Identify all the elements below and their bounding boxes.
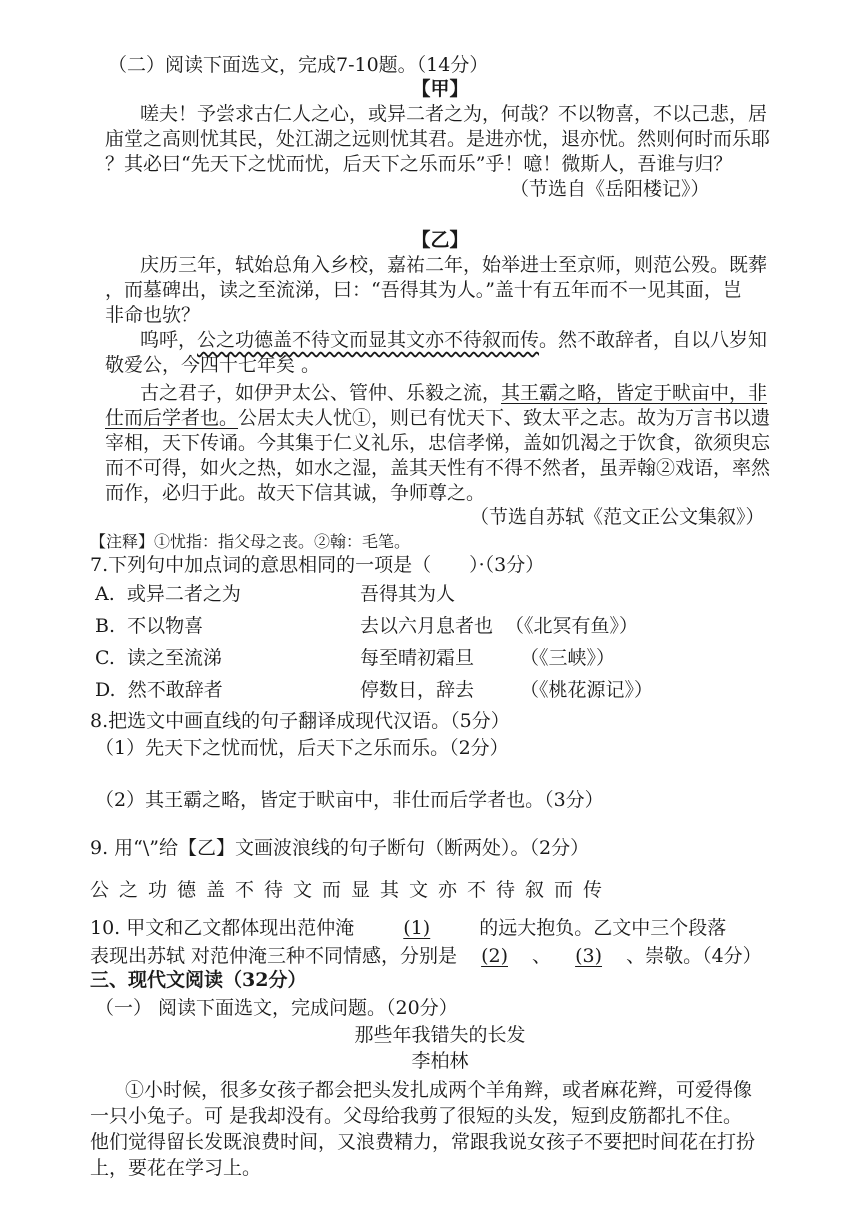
- passage-yi-p3-line-3: 宰相，天下传诵。今其集于仁义礼乐，忠信孝悌，盖如饥渴之于饮食，欲须臾忘: [105, 432, 771, 454]
- q10-text-c: 表现出苏轼 对范仲淹三种不同情感，分别是: [90, 945, 458, 967]
- q7-option-c-right: 每至晴初霜旦: [360, 647, 475, 669]
- question-8-stem: 8.把选文中画直线的句子翻译成现代汉语。（5分）: [90, 710, 510, 732]
- essay-author: 李柏林: [411, 1050, 469, 1072]
- option-letter: B.: [95, 615, 116, 637]
- underlined-sentence-part-1: 其王霸之略，皆定于畎亩中，非: [501, 382, 768, 404]
- q10-text-b: 的远大抱负。乙文中三个段落: [479, 917, 727, 939]
- option-letter: D.: [95, 679, 116, 701]
- option-letter: C.: [95, 647, 115, 669]
- question-8-sub-1: （1）先天下之忧而忧，后天下之乐而乐。（2分）: [95, 737, 509, 759]
- q7-option-c-source: （《三峡》）: [520, 647, 616, 669]
- underlined-sentence-part-2: 仕而后学者也。: [105, 407, 239, 429]
- question-8-sub-2: （2）其王霸之略，皆定于畎亩中，非仕而后学者也。（3分）: [95, 789, 604, 811]
- passage-yi-p3-line-4: 而不可得，如火之热，如水之湿，盖其天性有不得不然者，虽弄翰②戏语，率然: [105, 457, 771, 479]
- essay-line-2: 一只小兔子。可 是我却没有。父母给我剪了很短的头发，短到皮筋都扎不住。: [90, 1105, 743, 1127]
- q7-option-c-left: [95, 643, 222, 673]
- p3-lead: 古之君子，如伊尹太公、管仲、乐毅之流，: [140, 382, 502, 404]
- q7-option-b-source: （《北冥有鱼》）: [505, 615, 639, 637]
- answer-blank-1[interactable]: (1): [403, 917, 431, 939]
- option-phrase: 读之至流涕: [127, 647, 223, 669]
- essay-title: 那些年我错失的长发: [354, 1024, 526, 1046]
- section-3-header: 三、现代文阅读（32分）: [90, 969, 307, 991]
- q10-text-a: 10. 甲文和乙文都体现出范仲淹: [90, 917, 355, 939]
- question-7-stem: 7.下列句中加点词的意思相同的一项是（ ）·（3分）: [90, 554, 545, 576]
- q7-option-d-right: 停数日，辞去: [360, 679, 475, 701]
- p3-continue: 公居太夫人忧①，则已有忧天下、致太平之志。故为万言书以遗: [238, 407, 771, 429]
- essay-line-3: 他们觉得留长发既浪费时间，又浪费精力，常跟我说女孩子不要把时间花在打扮: [90, 1131, 756, 1153]
- q7-option-b-left: [95, 611, 203, 641]
- passage-yi-p2-line-2: 敬爱公，今四十七年矣 。: [105, 354, 321, 376]
- q7-option-d-left: [95, 675, 223, 705]
- option-letter: A.: [95, 583, 115, 605]
- question-9-sentence: 公之功德盖不待文而显其文亦不待叙而传: [90, 879, 613, 901]
- passage-jia-source: （节选自《岳阳楼记》）: [510, 178, 710, 200]
- passage-yi-source: （节选自苏轼《范文正公文集叙》）: [470, 506, 765, 528]
- q7-option-a-left: [95, 579, 241, 609]
- passage-yi-p1-line-1: 庆历三年，轼始总角入乡校，嘉祐二年，始举进士至京师，则范公殁。既葬: [140, 254, 768, 276]
- essay-line-1: ①小时候，很多女孩子都会把头发扎成两个羊角辫，或者麻花辫，可爱得像: [125, 1079, 753, 1101]
- q10-separator: 、: [532, 945, 552, 967]
- p2-tail: 。然不敢辞者，自以八岁知: [539, 329, 768, 351]
- section-3-sub-1-header: （一） 阅读下面选文，完成问题。（20分）: [95, 997, 458, 1019]
- passage-jia-label: 【甲】: [411, 78, 469, 100]
- q10-text-d: 、崇敬。（4分）: [626, 945, 762, 967]
- passage-yi-p3-line-5: 而作，必归于此。故天下信其诚，争师尊之。: [105, 482, 486, 504]
- passage-yi-p1-line-3: 非命也欤？: [105, 304, 201, 326]
- section-2-header: （二）阅读下面选文，完成7-10题。（14分）: [108, 54, 489, 76]
- annotation-note: 【注释】①忧指：指父母之丧。②翰：毛笔。: [90, 532, 411, 551]
- option-phrase: 或异二者之为: [126, 583, 241, 605]
- question-10-line-1: [90, 913, 726, 943]
- passage-jia-line-3: ？其必曰“先天下之忧而忧，后天下之乐而乐”乎！噫！微斯人，吾谁与归？: [105, 153, 733, 175]
- q7-option-d-source: （《桃花源记》）: [520, 679, 654, 701]
- wavy-underlined-sentence: 公之功德盖不待文而显其文亦不待叙而传: [197, 329, 540, 351]
- passage-jia-line-1: 嗟夫！予尝求古仁人之心，或异二者之为，何哉？不以物喜，不以己悲，居: [140, 103, 768, 125]
- q7-option-a-right: 吾得其为人: [360, 583, 456, 605]
- q7-option-b-right: 去以六月息者也: [360, 615, 494, 637]
- essay-line-4: 上，要花在学习上。: [90, 1157, 262, 1179]
- answer-blank-2[interactable]: (2): [481, 945, 508, 967]
- passage-jia-line-2: 庙堂之高则忧其民，处江湖之远则忧其君。是进亦忧，退亦忧。然则何时而乐耶: [105, 128, 771, 150]
- option-phrase: 然不敢辞者: [127, 679, 223, 701]
- passage-yi-label: 【乙】: [411, 229, 469, 251]
- p2-lead: 呜呼，: [140, 329, 198, 351]
- passage-yi-p1-line-2: ，而墓碑出，读之至流涕，曰：“吾得其为人。”盖十有五年而不一见其面，岂: [105, 279, 742, 301]
- question-9-stem: 9. 用“\”给【乙】文画波浪线的句子断句（断两处）。（2分）: [90, 837, 590, 859]
- option-phrase: 不以物喜: [127, 615, 204, 637]
- answer-blank-3[interactable]: (3): [575, 945, 603, 967]
